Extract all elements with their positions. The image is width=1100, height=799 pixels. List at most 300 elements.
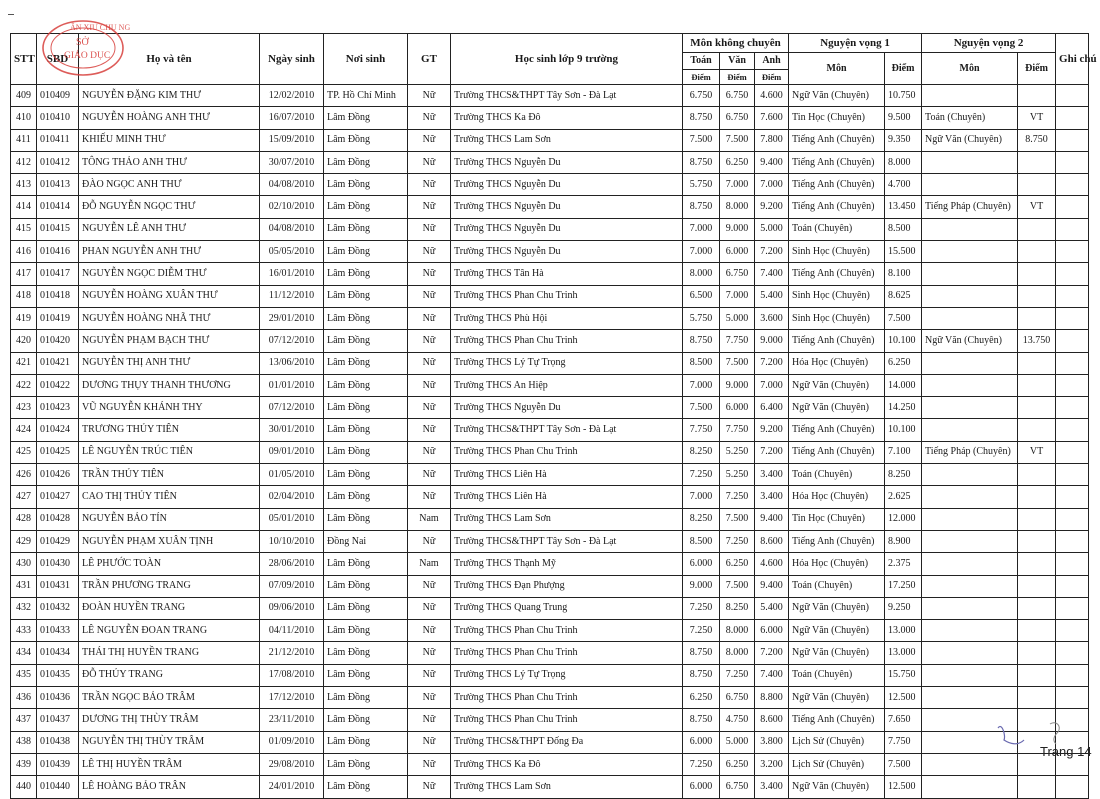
cell-dob: 29/08/2010 — [260, 753, 324, 775]
table-row — [11, 731, 1089, 753]
cell-nv2-subject — [922, 151, 1018, 173]
cell-school: Trường THCS Tân Hà — [451, 263, 683, 285]
cell-lit: 9.000 — [720, 374, 755, 396]
cell-math: 6.500 — [683, 285, 720, 307]
header-nv2-score: Điểm — [1018, 53, 1056, 85]
cell-gender: Nữ — [408, 687, 451, 709]
cell-pob: Lâm Đồng — [324, 620, 408, 642]
corner-mark — [8, 14, 14, 15]
cell-nv2-subject — [922, 397, 1018, 419]
cell-gender: Nữ — [408, 575, 451, 597]
score-table — [10, 33, 1097, 799]
cell-sbd: 010415 — [37, 218, 79, 240]
cell-sbd: 010422 — [37, 374, 79, 396]
cell-note — [1056, 285, 1089, 307]
cell-name: NGUYỄN HOÀNG ANH THƯ — [79, 107, 260, 129]
cell-lit: 5.000 — [720, 731, 755, 753]
cell-math: 7.500 — [683, 129, 720, 151]
cell-school: Trường THCS Phan Chu Trinh — [451, 285, 683, 307]
cell-nv2-score — [1018, 307, 1056, 329]
table-row — [11, 486, 1089, 508]
cell-math: 8.750 — [683, 664, 720, 686]
cell-nv1-subject: Ngữ Văn (Chuyên) — [789, 776, 885, 798]
cell-stt: 418 — [11, 285, 37, 307]
score-sheet — [10, 33, 1097, 799]
cell-eng: 9.200 — [755, 196, 789, 218]
cell-pob: Đồng Nai — [324, 530, 408, 552]
cell-sbd: 010413 — [37, 174, 79, 196]
cell-lit: 8.250 — [720, 597, 755, 619]
cell-dob: 24/01/2010 — [260, 776, 324, 798]
cell-name: TÔNG THẢO ANH THƯ — [79, 151, 260, 173]
cell-eng: 7.200 — [755, 241, 789, 263]
cell-note — [1056, 218, 1089, 240]
cell-pob: Lâm Đồng — [324, 419, 408, 441]
cell-nv2-score — [1018, 553, 1056, 575]
cell-eng: 8.600 — [755, 709, 789, 731]
cell-pob: Lâm Đồng — [324, 241, 408, 263]
cell-eng: 9.400 — [755, 151, 789, 173]
cell-name: PHAN NGUYỄN ANH THƯ — [79, 241, 260, 263]
header-nv2: Nguyện vọng 2 — [922, 34, 1056, 53]
cell-stt: 436 — [11, 687, 37, 709]
cell-school: Trường THCS Lam Sơn — [451, 508, 683, 530]
cell-sbd: 010421 — [37, 352, 79, 374]
cell-lit: 7.250 — [720, 664, 755, 686]
cell-nv1-score: 14.250 — [885, 397, 922, 419]
cell-name: ĐỖ THỦY TRANG — [79, 664, 260, 686]
cell-nv1-subject: Tiếng Anh (Chuyên) — [789, 441, 885, 463]
cell-gender: Nữ — [408, 441, 451, 463]
cell-school: Trường THCS&THPT Tây Sơn - Đà Lạt — [451, 530, 683, 552]
cell-nv1-score: 7.500 — [885, 753, 922, 775]
cell-gender: Nữ — [408, 709, 451, 731]
header-eng-score: Điểm — [755, 70, 789, 85]
cell-nv2-subject — [922, 664, 1018, 686]
table-row — [11, 441, 1089, 463]
header-dob: Ngày sinh — [260, 34, 324, 85]
cell-nv1-subject: Tiếng Anh (Chuyên) — [789, 196, 885, 218]
cell-gender: Nữ — [408, 397, 451, 419]
cell-nv2-subject: Ngữ Văn (Chuyên) — [922, 330, 1018, 352]
cell-school: Trường THCS Phan Chu Trinh — [451, 687, 683, 709]
table-row — [11, 709, 1089, 731]
cell-dob: 29/01/2010 — [260, 307, 324, 329]
cell-note — [1056, 196, 1089, 218]
cell-sbd: 010433 — [37, 620, 79, 642]
cell-lit: 6.750 — [720, 263, 755, 285]
cell-lit: 7.000 — [720, 285, 755, 307]
cell-math: 6.250 — [683, 687, 720, 709]
header-gt: GT — [408, 34, 451, 85]
cell-school: Trường THCS Nguyễn Du — [451, 151, 683, 173]
cell-school: Trường THCS Phan Chu Trinh — [451, 709, 683, 731]
cell-eng: 4.600 — [755, 553, 789, 575]
cell-school: Trường THCS Nguyễn Du — [451, 174, 683, 196]
cell-note — [1056, 441, 1089, 463]
cell-lit: 4.750 — [720, 709, 755, 731]
cell-name: LÊ PHƯỚC TOÀN — [79, 553, 260, 575]
cell-nv2-subject — [922, 263, 1018, 285]
cell-pob: Lâm Đồng — [324, 441, 408, 463]
cell-stt: 426 — [11, 464, 37, 486]
cell-math: 8.750 — [683, 107, 720, 129]
cell-nv2-score — [1018, 397, 1056, 419]
cell-sbd: 010427 — [37, 486, 79, 508]
cell-lit: 8.000 — [720, 620, 755, 642]
cell-math: 7.250 — [683, 464, 720, 486]
cell-dob: 13/06/2010 — [260, 352, 324, 374]
header-non-major: Môn không chuyên — [683, 34, 789, 53]
cell-sbd: 010425 — [37, 441, 79, 463]
cell-math: 8.000 — [683, 263, 720, 285]
cell-nv2-subject — [922, 597, 1018, 619]
cell-school: Trường THCS&THPT Đống Đa — [451, 731, 683, 753]
cell-name: ĐOÀN HUYỀN TRANG — [79, 597, 260, 619]
cell-pob: Lâm Đồng — [324, 374, 408, 396]
cell-school: Trường THCS Phan Chu Trinh — [451, 642, 683, 664]
cell-nv1-score: 7.500 — [885, 307, 922, 329]
header-nv1-score: Điểm — [885, 53, 922, 85]
cell-math: 7.250 — [683, 753, 720, 775]
cell-nv1-score: 12.000 — [885, 508, 922, 530]
cell-school: Trường THCS Lý Tự Trọng — [451, 664, 683, 686]
cell-nv1-subject: Ngữ Văn (Chuyên) — [789, 642, 885, 664]
table-row — [11, 753, 1089, 775]
cell-school: Trường THCS Ka Đô — [451, 753, 683, 775]
table-row — [11, 508, 1089, 530]
cell-stt: 428 — [11, 508, 37, 530]
cell-dob: 01/01/2010 — [260, 374, 324, 396]
cell-eng: 5.400 — [755, 285, 789, 307]
seal-line-2: GIÁO DỤC — [64, 51, 111, 61]
table-row — [11, 129, 1089, 151]
cell-stt: 431 — [11, 575, 37, 597]
cell-nv1-subject: Toán (Chuyên) — [789, 464, 885, 486]
cell-pob: Lâm Đồng — [324, 285, 408, 307]
page-number: Trang 14 — [1040, 744, 1092, 759]
cell-nv2-score — [1018, 151, 1056, 173]
cell-math: 8.500 — [683, 530, 720, 552]
table-row — [11, 575, 1089, 597]
header-eng: Anh — [755, 53, 789, 70]
cell-dob: 10/10/2010 — [260, 530, 324, 552]
cell-math: 8.750 — [683, 330, 720, 352]
cell-dob: 28/06/2010 — [260, 553, 324, 575]
cell-stt: 433 — [11, 620, 37, 642]
cell-name: NGUYỄN LÊ ANH THƯ — [79, 218, 260, 240]
cell-name: NGUYỄN HOÀNG XUÂN THƯ — [79, 285, 260, 307]
cell-nv1-score: 12.500 — [885, 776, 922, 798]
cell-lit: 7.500 — [720, 508, 755, 530]
table-row — [11, 107, 1089, 129]
cell-gender: Nam — [408, 508, 451, 530]
cell-pob: Lâm Đồng — [324, 486, 408, 508]
cell-eng: 7.200 — [755, 352, 789, 374]
cell-note — [1056, 464, 1089, 486]
cell-lit: 9.000 — [720, 218, 755, 240]
cell-nv1-score: 6.250 — [885, 352, 922, 374]
header-school: Học sinh lớp 9 trường — [451, 34, 683, 85]
cell-math: 5.750 — [683, 307, 720, 329]
cell-eng: 9.200 — [755, 419, 789, 441]
cell-note — [1056, 307, 1089, 329]
cell-stt: 423 — [11, 397, 37, 419]
cell-nv1-subject: Sinh Học (Chuyên) — [789, 241, 885, 263]
cell-gender: Nữ — [408, 597, 451, 619]
cell-eng: 7.000 — [755, 374, 789, 396]
cell-nv2-subject — [922, 620, 1018, 642]
cell-name: LÊ HOÀNG BẢO TRÂN — [79, 776, 260, 798]
cell-dob: 11/12/2010 — [260, 285, 324, 307]
cell-nv1-score: 10.100 — [885, 419, 922, 441]
cell-name: LÊ NGUYỄN ĐOAN TRANG — [79, 620, 260, 642]
cell-school: Trường THCS Nguyễn Du — [451, 397, 683, 419]
cell-nv2-subject — [922, 553, 1018, 575]
table-row — [11, 151, 1089, 173]
cell-name: NGUYỄN PHẠM BẠCH THƯ — [79, 330, 260, 352]
cell-name: NGUYỄN THỊ THÙY TRÂM — [79, 731, 260, 753]
cell-eng: 6.000 — [755, 620, 789, 642]
cell-pob: Lâm Đồng — [324, 107, 408, 129]
cell-nv2-subject — [922, 575, 1018, 597]
cell-stt: 440 — [11, 776, 37, 798]
cell-dob: 05/05/2010 — [260, 241, 324, 263]
cell-nv2-subject — [922, 419, 1018, 441]
cell-pob: Lâm Đồng — [324, 642, 408, 664]
cell-eng: 7.400 — [755, 664, 789, 686]
cell-school: Trường THCS Nguyễn Du — [451, 241, 683, 263]
cell-gender: Nữ — [408, 129, 451, 151]
cell-nv1-score: 12.500 — [885, 687, 922, 709]
cell-school: Trường THCS Đạn Phượng — [451, 575, 683, 597]
cell-gender: Nữ — [408, 419, 451, 441]
cell-nv2-score — [1018, 486, 1056, 508]
cell-name: NGUYỄN BẢO TÍN — [79, 508, 260, 530]
cell-sbd: 010434 — [37, 642, 79, 664]
cell-stt: 429 — [11, 530, 37, 552]
cell-name: NGUYỄN THỊ ANH THƯ — [79, 352, 260, 374]
cell-note — [1056, 575, 1089, 597]
cell-lit: 6.000 — [720, 397, 755, 419]
cell-nv1-score: 13.000 — [885, 620, 922, 642]
cell-sbd: 010410 — [37, 107, 79, 129]
cell-nv1-subject: Hóa Học (Chuyên) — [789, 352, 885, 374]
cell-stt: 414 — [11, 196, 37, 218]
cell-name: VŨ NGUYỄN KHÁNH THY — [79, 397, 260, 419]
cell-stt: 420 — [11, 330, 37, 352]
cell-math: 8.250 — [683, 441, 720, 463]
seal-top-text: ÂN XIU CHU NG — [70, 23, 131, 32]
cell-name: ĐÀO NGỌC ANH THƯ — [79, 174, 260, 196]
cell-eng: 3.600 — [755, 307, 789, 329]
cell-math: 7.000 — [683, 486, 720, 508]
table-row — [11, 620, 1089, 642]
cell-pob: Lâm Đồng — [324, 776, 408, 798]
cell-nv1-subject: Lịch Sử (Chuyên) — [789, 753, 885, 775]
cell-lit: 7.250 — [720, 486, 755, 508]
cell-school: Trường THCS Lý Tự Trọng — [451, 352, 683, 374]
cell-note — [1056, 107, 1089, 129]
cell-math: 6.750 — [683, 85, 720, 107]
cell-math: 6.000 — [683, 553, 720, 575]
cell-stt: 434 — [11, 642, 37, 664]
cell-gender: Nữ — [408, 374, 451, 396]
cell-nv2-score — [1018, 419, 1056, 441]
table-row — [11, 776, 1089, 798]
cell-gender: Nữ — [408, 241, 451, 263]
header-name: Họ và tên — [79, 34, 260, 85]
cell-nv2-score — [1018, 642, 1056, 664]
header-pob: Nơi sinh — [324, 34, 408, 85]
table-row — [11, 330, 1089, 352]
cell-name: TRẦN PHƯƠNG TRANG — [79, 575, 260, 597]
cell-eng: 5.000 — [755, 218, 789, 240]
cell-lit: 5.250 — [720, 464, 755, 486]
cell-nv1-subject: Lịch Sử (Chuyên) — [789, 731, 885, 753]
cell-pob: Lâm Đồng — [324, 174, 408, 196]
cell-nv2-score: VT — [1018, 196, 1056, 218]
cell-eng: 6.400 — [755, 397, 789, 419]
cell-school: Trường THCS Liên Hà — [451, 486, 683, 508]
cell-pob: Lâm Đồng — [324, 553, 408, 575]
cell-nv1-score: 8.500 — [885, 218, 922, 240]
cell-note — [1056, 151, 1089, 173]
cell-dob: 04/11/2010 — [260, 620, 324, 642]
cell-math: 9.000 — [683, 575, 720, 597]
cell-sbd: 010417 — [37, 263, 79, 285]
cell-gender: Nữ — [408, 330, 451, 352]
cell-sbd: 010432 — [37, 597, 79, 619]
cell-lit: 7.750 — [720, 419, 755, 441]
cell-name: ĐỖ NGUYỄN NGỌC THƯ — [79, 196, 260, 218]
cell-pob: Lâm Đồng — [324, 307, 408, 329]
cell-stt: 438 — [11, 731, 37, 753]
table-row — [11, 285, 1089, 307]
table-row — [11, 464, 1089, 486]
cell-nv2-subject — [922, 687, 1018, 709]
cell-gender: Nữ — [408, 174, 451, 196]
cell-dob: 02/10/2010 — [260, 196, 324, 218]
cell-pob: Lâm Đồng — [324, 397, 408, 419]
table-row — [11, 307, 1089, 329]
table-row — [11, 196, 1089, 218]
cell-gender: Nữ — [408, 352, 451, 374]
cell-math: 8.250 — [683, 508, 720, 530]
seal-line-1: SỞ — [76, 37, 89, 48]
cell-gender: Nữ — [408, 107, 451, 129]
cell-nv2-subject: Ngữ Văn (Chuyên) — [922, 129, 1018, 151]
cell-sbd: 010428 — [37, 508, 79, 530]
cell-nv1-score: 8.900 — [885, 530, 922, 552]
cell-eng: 3.800 — [755, 731, 789, 753]
table-row — [11, 263, 1089, 285]
cell-nv1-score: 2.375 — [885, 553, 922, 575]
cell-lit: 6.750 — [720, 776, 755, 798]
cell-sbd: 010429 — [37, 530, 79, 552]
cell-note — [1056, 174, 1089, 196]
table-row — [11, 687, 1089, 709]
cell-dob: 17/12/2010 — [260, 687, 324, 709]
cell-nv1-subject: Ngữ Văn (Chuyên) — [789, 687, 885, 709]
cell-pob: Lâm Đồng — [324, 709, 408, 731]
cell-note — [1056, 352, 1089, 374]
cell-gender: Nam — [408, 553, 451, 575]
cell-nv1-subject: Ngữ Văn (Chuyên) — [789, 397, 885, 419]
cell-math: 7.000 — [683, 241, 720, 263]
cell-dob: 15/09/2010 — [260, 129, 324, 151]
cell-note — [1056, 85, 1089, 107]
cell-name: NGUYỄN HOÀNG NHÃ THƯ — [79, 307, 260, 329]
cell-pob: Lâm Đồng — [324, 731, 408, 753]
cell-nv2-subject — [922, 85, 1018, 107]
cell-school: Trường THCS Ka Đô — [451, 107, 683, 129]
cell-stt: 437 — [11, 709, 37, 731]
cell-pob: Lâm Đồng — [324, 508, 408, 530]
table-row — [11, 642, 1089, 664]
cell-nv2-score — [1018, 575, 1056, 597]
cell-dob: 07/09/2010 — [260, 575, 324, 597]
cell-nv1-subject: Tiếng Anh (Chuyên) — [789, 530, 885, 552]
cell-nv1-subject: Tiếng Anh (Chuyên) — [789, 129, 885, 151]
cell-school: Trường THCS Phan Chu Trinh — [451, 330, 683, 352]
cell-school: Trường THCS An Hiệp — [451, 374, 683, 396]
cell-nv2-subject — [922, 530, 1018, 552]
cell-eng: 7.400 — [755, 263, 789, 285]
cell-sbd: 010412 — [37, 151, 79, 173]
cell-school: Trường THCS Thạnh Mỹ — [451, 553, 683, 575]
cell-dob: 17/08/2010 — [260, 664, 324, 686]
cell-school: Trường THCS Liên Hà — [451, 464, 683, 486]
cell-sbd: 010409 — [37, 85, 79, 107]
cell-pob: Lâm Đồng — [324, 753, 408, 775]
cell-pob: Lâm Đồng — [324, 263, 408, 285]
cell-note — [1056, 776, 1089, 798]
cell-nv2-score — [1018, 263, 1056, 285]
cell-nv1-subject: Ngữ Văn (Chuyên) — [789, 85, 885, 107]
cell-math: 8.750 — [683, 709, 720, 731]
header-math: Toán — [683, 53, 720, 70]
cell-math: 7.000 — [683, 374, 720, 396]
cell-math: 8.750 — [683, 642, 720, 664]
cell-stt: 432 — [11, 597, 37, 619]
cell-note — [1056, 620, 1089, 642]
cell-nv2-subject — [922, 642, 1018, 664]
cell-stt: 425 — [11, 441, 37, 463]
cell-name: NGUYỄN NGỌC DIỄM THƯ — [79, 263, 260, 285]
cell-nv2-score — [1018, 174, 1056, 196]
cell-gender: Nữ — [408, 263, 451, 285]
cell-nv2-score: 8.750 — [1018, 129, 1056, 151]
table-row — [11, 352, 1089, 374]
cell-sbd: 010436 — [37, 687, 79, 709]
cell-sbd: 010431 — [37, 575, 79, 597]
cell-name: LÊ THỊ HUYỀN TRÂM — [79, 753, 260, 775]
cell-nv2-score: VT — [1018, 441, 1056, 463]
cell-sbd: 010416 — [37, 241, 79, 263]
cell-gender: Nữ — [408, 307, 451, 329]
cell-pob: Lâm Đồng — [324, 687, 408, 709]
cell-lit: 6.000 — [720, 241, 755, 263]
cell-math: 6.000 — [683, 731, 720, 753]
cell-nv2-score — [1018, 508, 1056, 530]
cell-eng: 3.400 — [755, 486, 789, 508]
cell-nv2-score — [1018, 352, 1056, 374]
cell-school: Trường THCS Lam Sơn — [451, 129, 683, 151]
cell-school: Trường THCS&THPT Tây Sơn - Đà Lạt — [451, 419, 683, 441]
cell-nv1-subject: Tiếng Anh (Chuyên) — [789, 330, 885, 352]
cell-note — [1056, 687, 1089, 709]
